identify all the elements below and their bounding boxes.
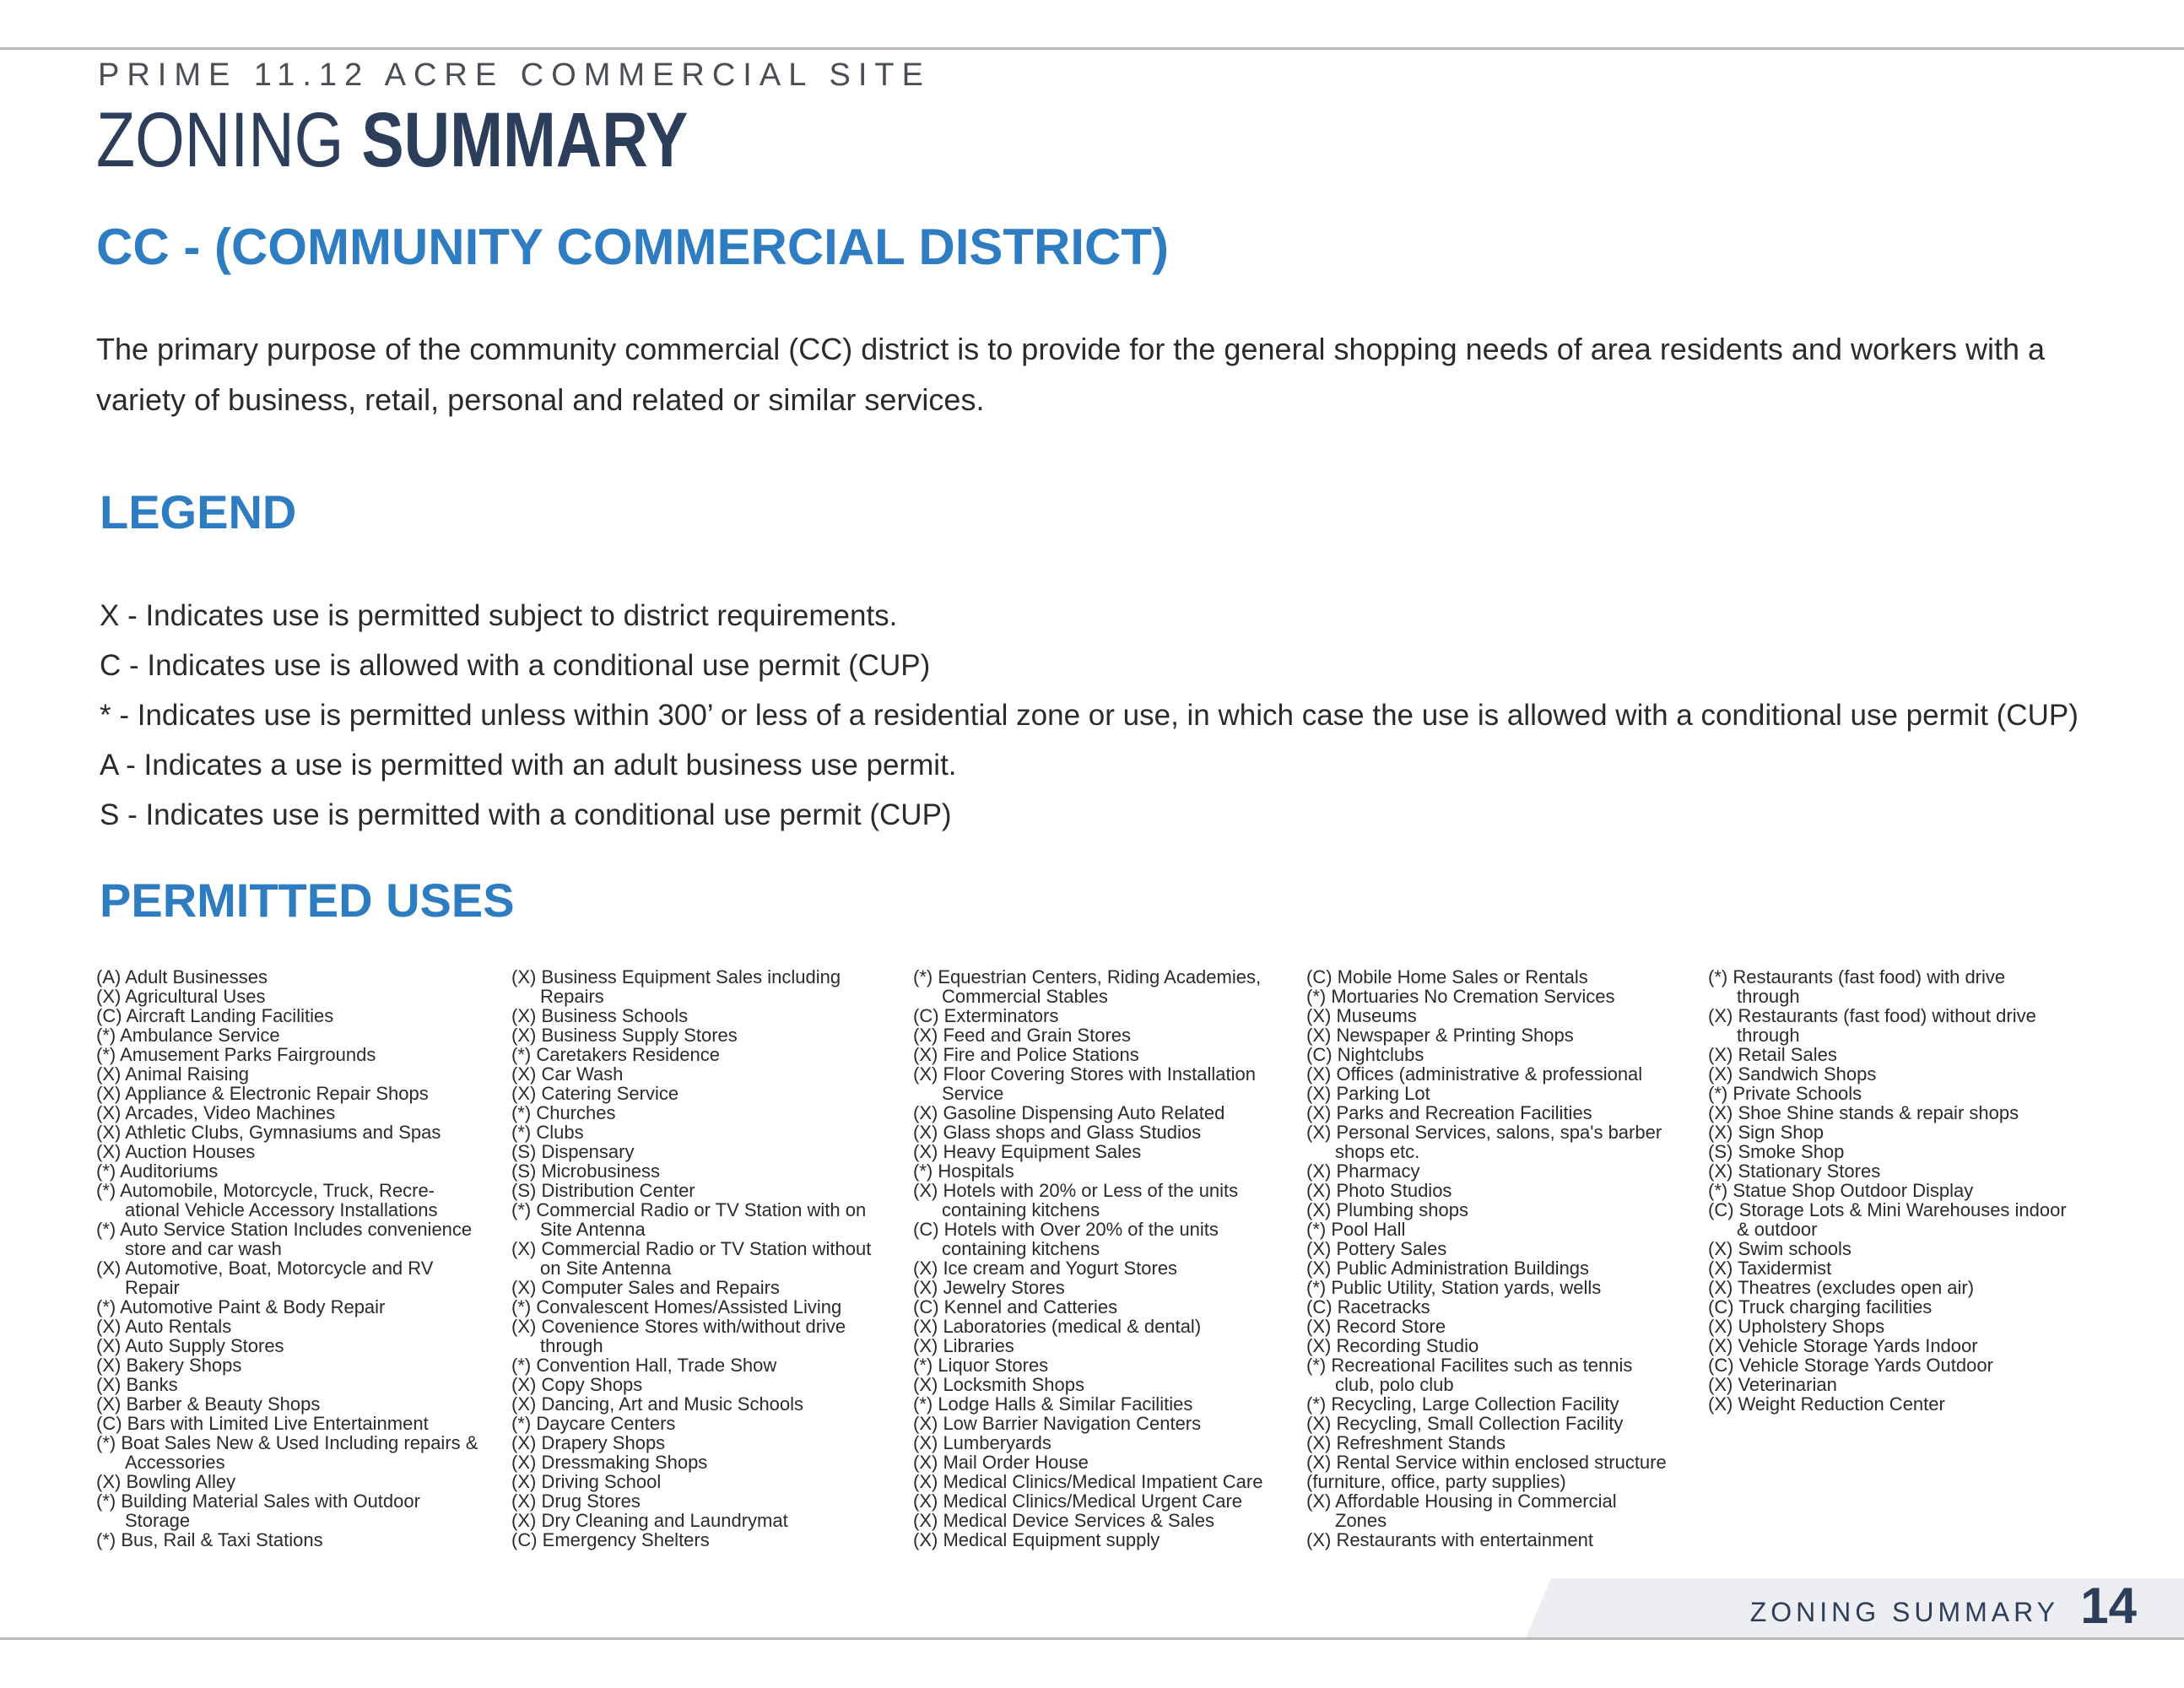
permitted-use-item: (X) Low Barrier Navigation Centers xyxy=(913,1413,1202,1434)
permitted-use-item: shops etc. xyxy=(1335,1141,1420,1162)
permitted-use-item: (X) Newspaper & Printing Shops xyxy=(1306,1025,1574,1046)
permitted-use-item: (*) Liquor Stores xyxy=(913,1355,1049,1376)
permitted-use-item: (X) Plumbing shops xyxy=(1306,1199,1468,1220)
permitted-use-item: (C) Emergency Shelters xyxy=(511,1529,710,1550)
permitted-use-item: Site Antenna xyxy=(540,1219,646,1240)
permitted-use-item: (*) Commercial Radio or TV Station with on xyxy=(511,1199,867,1220)
district-heading: CC - (COMMUNITY COMMERCIAL DISTRICT) xyxy=(96,219,1170,275)
permitted-use-item: (S) Dispensary xyxy=(511,1141,635,1162)
permitted-use-item: (X) Athletic Clubs, Gymnasiums and Spas xyxy=(96,1122,441,1143)
permitted-use-item: (X) Swim schools xyxy=(1708,1238,1852,1259)
permitted-use-item: Repairs xyxy=(540,986,604,1007)
legend-item: C - Indicates use is allowed with a conditional use permit (CUP) xyxy=(100,649,931,682)
permitted-use-item: (*) Amusement Parks Fairgrounds xyxy=(96,1044,376,1065)
permitted-use-item: (X) Business Schools xyxy=(511,1005,689,1026)
permitted-uses-heading: PERMITTED USES xyxy=(100,874,515,927)
permitted-use-item: (X) Dressmaking Shops xyxy=(511,1452,708,1473)
permitted-use-item: (*) Churches xyxy=(511,1102,616,1123)
permitted-use-item: (*) Restaurants (fast food) with drive xyxy=(1708,966,2006,987)
permitted-use-item: (X) Medical Clinics/Medical Urgent Care xyxy=(913,1491,1243,1512)
permitted-use-item: Accessories xyxy=(125,1452,225,1473)
permitted-use-item: (C) Kennel and Catteries xyxy=(913,1296,1118,1317)
permitted-use-item: (A) Adult Businesses xyxy=(96,966,268,987)
permitted-use-item: & outdoor xyxy=(1737,1219,1818,1240)
permitted-use-item: (X) Auction Houses xyxy=(96,1141,256,1162)
page-title-light: ZONING xyxy=(96,97,362,183)
permitted-use-item: (C) Bars with Limited Live Entertainment xyxy=(96,1413,429,1434)
permitted-use-item: (X) Parks and Recreation Facilities xyxy=(1306,1102,1592,1123)
permitted-use-item: (X) Taxidermist xyxy=(1708,1258,1832,1279)
permitted-use-item: (*) Daycare Centers xyxy=(511,1413,676,1434)
permitted-use-item: (furniture, office, party supplies) xyxy=(1306,1471,1566,1492)
permitted-use-item: (C) Truck charging facilities xyxy=(1708,1296,1933,1317)
permitted-use-item: (X) Medical Clinics/Medical Impatient Care xyxy=(913,1471,1263,1492)
permitted-use-item: (X) Veterinarian xyxy=(1708,1374,1837,1395)
permitted-uses-column-3 xyxy=(913,967,1262,1550)
permitted-use-item: (X) Automotive, Boat, Motorcycle and RV xyxy=(96,1258,434,1279)
permitted-use-item: (X) Gasoline Dispensing Auto Related xyxy=(913,1102,1225,1123)
permitted-use-item: (*) Recreational Facilites such as tennis xyxy=(1306,1355,1633,1376)
permitted-use-item: (X) Bakery Shops xyxy=(96,1355,242,1376)
legend-item: X - Indicates use is permitted subject to district requirements. xyxy=(100,599,898,632)
permitted-use-item: (S) Smoke Shop xyxy=(1708,1141,1845,1162)
permitted-use-item: through xyxy=(1737,986,1800,1007)
permitted-use-item: (X) Lumberyards xyxy=(913,1432,1051,1453)
permitted-use-item: (X) Rental Service within enclosed structure xyxy=(1306,1452,1667,1473)
permitted-use-item: (S) Distribution Center xyxy=(511,1180,695,1201)
permitted-use-item: (*) Equestrian Centers, Riding Academies, xyxy=(913,966,1262,987)
permitted-use-item: (X) Medical Device Services & Sales xyxy=(913,1510,1215,1531)
permitted-use-item: (X) Glass shops and Glass Studios xyxy=(913,1122,1202,1143)
permitted-use-item: (*) Bus, Rail & Taxi Stations xyxy=(96,1529,323,1550)
permitted-use-item: (C) Exterminators xyxy=(913,1005,1059,1026)
permitted-use-item: (X) Barber & Beauty Shops xyxy=(96,1393,321,1415)
permitted-uses-column-4 xyxy=(1306,967,1667,1550)
permitted-use-item: (X) Driving School xyxy=(511,1471,662,1492)
permitted-use-item: (*) Automotive Paint & Body Repair xyxy=(96,1296,386,1317)
permitted-use-item: (X) Shoe Shine stands & repair shops xyxy=(1708,1102,2019,1123)
permitted-use-item: (X) Commercial Radio or TV Station without xyxy=(511,1238,872,1259)
permitted-use-item: (C) Vehicle Storage Yards Outdoor xyxy=(1708,1355,1993,1376)
permitted-use-item: (X) Weight Reduction Center xyxy=(1708,1393,1945,1415)
permitted-use-item: (X) Stationary Stores xyxy=(1708,1160,1881,1182)
permitted-use-item: (X) Upholstery Shops xyxy=(1708,1316,1885,1337)
permitted-use-item: (C) Nightclubs xyxy=(1306,1044,1424,1065)
purpose-paragraph: The primary purpose of the community commercial (CC) district is to provide for the general shopping needs of area residents and workers with a variety of business, retail, personal and related or similar services. xyxy=(96,332,2046,417)
legend-list xyxy=(100,591,2079,840)
permitted-use-item: (X) Feed and Grain Stores xyxy=(913,1025,1132,1046)
permitted-uses-column-1 xyxy=(96,967,478,1550)
permitted-use-item: (X) Auto Supply Stores xyxy=(96,1335,284,1356)
legend-item: A - Indicates a use is permitted with an adult business use permit. xyxy=(100,749,957,782)
permitted-use-item: (X) Vehicle Storage Yards Indoor xyxy=(1708,1335,1978,1356)
permitted-use-item: (*) Auto Service Station Includes convenience xyxy=(96,1219,473,1240)
permitted-use-item: (X) Ice cream and Yogurt Stores xyxy=(913,1258,1178,1279)
permitted-use-item: (X) Bowling Alley xyxy=(96,1471,236,1492)
permitted-use-item: (X) Appliance & Electronic Repair Shops xyxy=(96,1083,429,1104)
permitted-use-item: containing kitchens xyxy=(942,1199,1100,1220)
top-divider xyxy=(0,47,2184,50)
permitted-use-item: (X) Auto Rentals xyxy=(96,1316,232,1337)
permitted-use-item: (X) Retail Sales xyxy=(1708,1044,1837,1065)
permitted-use-item: (X) Record Store xyxy=(1306,1316,1446,1337)
permitted-use-item: (X) Heavy Equipment Sales xyxy=(913,1141,1142,1162)
page-number: 14 xyxy=(2080,1577,2137,1634)
permitted-use-item: (*) Pool Hall xyxy=(1306,1219,1406,1240)
permitted-use-item: (X) Public Administration Buildings xyxy=(1306,1258,1590,1279)
permitted-use-item: (X) Pharmacy xyxy=(1306,1160,1420,1182)
permitted-use-item: (X) Recording Studio xyxy=(1306,1335,1479,1356)
permitted-use-item: club, polo club xyxy=(1335,1374,1454,1395)
permitted-use-item: (*) Ambulance Service xyxy=(96,1025,280,1046)
page-eyebrow: PRIME 11.12 ACRE COMMERCIAL SITE xyxy=(98,57,931,93)
permitted-use-item: (*) Auditoriums xyxy=(96,1160,219,1182)
permitted-use-item: through xyxy=(1737,1025,1800,1046)
permitted-use-item: (X) Hotels with 20% or Less of the units xyxy=(913,1180,1239,1201)
permitted-uses-column-2 xyxy=(511,967,871,1550)
permitted-use-item: (C) Racetracks xyxy=(1306,1296,1430,1317)
permitted-use-item: (*) Clubs xyxy=(511,1122,584,1143)
permitted-use-item: (*) Mortuaries No Cremation Services xyxy=(1306,986,1615,1007)
permitted-use-item: (X) Locksmith Shops xyxy=(913,1374,1084,1395)
permitted-use-item: (X) Drug Stores xyxy=(511,1491,641,1512)
permitted-use-item: (*) Hospitals xyxy=(913,1160,1014,1182)
permitted-use-item: (X) Theatres (excludes open air) xyxy=(1708,1277,1975,1298)
permitted-use-item: (S) Microbusiness xyxy=(511,1160,661,1182)
permitted-use-item: (X) Affordable Housing in Commercial xyxy=(1306,1491,1617,1512)
permitted-use-item: (X) Dry Cleaning and Laundrymat xyxy=(511,1510,788,1531)
permitted-use-item: (X) Agricultural Uses xyxy=(96,986,266,1007)
permitted-use-item: (*) Recycling, Large Collection Facility xyxy=(1306,1393,1619,1415)
permitted-use-item: (*) Automobile, Motorcycle, Truck, Recre- xyxy=(96,1180,435,1201)
permitted-use-item: containing kitchens xyxy=(942,1238,1100,1259)
permitted-use-item: (X) Animal Raising xyxy=(96,1063,249,1085)
permitted-use-item: (*) Statue Shop Outdoor Display xyxy=(1708,1180,1974,1201)
legend-item: * - Indicates use is permitted unless within 300’ or less of a residential zone or use, in which case the use is allowed with a conditional use permit (CUP) xyxy=(100,699,2079,732)
permitted-use-item: (X) Restaurants with entertainment xyxy=(1306,1529,1593,1550)
permitted-use-item: (X) Banks xyxy=(96,1374,178,1395)
permitted-use-item: (*) Caretakers Residence xyxy=(511,1044,720,1065)
permitted-use-item: (X) Covenience Stores with/without drive xyxy=(511,1316,846,1337)
permitted-use-item: (X) Parking Lot xyxy=(1306,1083,1430,1104)
permitted-use-item: (X) Floor Covering Stores with Installation xyxy=(913,1063,1256,1085)
bottom-divider xyxy=(0,1637,2184,1640)
permitted-use-item: (X) Personal Services, salons, spa's barber xyxy=(1306,1122,1662,1143)
permitted-use-item: (X) Drapery Shops xyxy=(511,1432,666,1453)
permitted-use-item: Repair xyxy=(125,1277,180,1298)
permitted-use-item: (*) Convalescent Homes/Assisted Living xyxy=(511,1296,842,1317)
permitted-use-item: (X) Museums xyxy=(1306,1005,1417,1026)
permitted-use-item: (*) Private Schools xyxy=(1708,1083,1862,1104)
permitted-use-item: (X) Sign Shop xyxy=(1708,1122,1824,1143)
permitted-use-item: (X) Business Equipment Sales including xyxy=(511,966,841,987)
page-title-bold: SUMMARY xyxy=(361,97,689,183)
permitted-use-item: (X) Dancing, Art and Music Schools xyxy=(511,1393,804,1415)
permitted-use-item: (X) Libraries xyxy=(913,1335,1014,1356)
footer-label: ZONING SUMMARY xyxy=(1749,1597,2059,1627)
permitted-use-item: (X) Recycling, Small Collection Facility xyxy=(1306,1413,1624,1434)
permitted-use-item: (C) Aircraft Landing Facilities xyxy=(96,1005,334,1026)
permitted-use-item: ational Vehicle Accessory Installations xyxy=(125,1199,438,1220)
permitted-use-item: (X) Business Supply Stores xyxy=(511,1025,738,1046)
permitted-use-item: through xyxy=(540,1335,603,1356)
permitted-use-item: (*) Lodge Halls & Similar Facilities xyxy=(913,1393,1193,1415)
permitted-use-item: (X) Computer Sales and Repairs xyxy=(511,1277,780,1298)
permitted-use-item: (*) Boat Sales New & Used Including repairs & xyxy=(96,1432,478,1453)
permitted-use-item: (X) Copy Shops xyxy=(511,1374,643,1395)
permitted-use-item: (X) Refreshment Stands xyxy=(1306,1432,1506,1453)
legend-heading: LEGEND xyxy=(100,485,297,538)
permitted-use-item: (*) Building Material Sales with Outdoor xyxy=(96,1491,420,1512)
permitted-use-item: Commercial Stables xyxy=(942,986,1108,1007)
permitted-use-item: (C) Mobile Home Sales or Rentals xyxy=(1306,966,1588,987)
legend-item: S - Indicates use is permitted with a conditional use permit (CUP) xyxy=(100,798,952,831)
permitted-use-item: (*) Convention Hall, Trade Show xyxy=(511,1355,777,1376)
permitted-use-item: (X) Sandwich Shops xyxy=(1708,1063,1877,1085)
permitted-use-item: Storage xyxy=(125,1510,191,1531)
permitted-use-item: (X) Catering Service xyxy=(511,1083,679,1104)
permitted-use-item: (*) Public Utility, Station yards, wells xyxy=(1306,1277,1602,1298)
permitted-use-item: (X) Mail Order House xyxy=(913,1452,1089,1473)
permitted-use-item: (X) Jewelry Stores xyxy=(913,1277,1065,1298)
permitted-uses-column-5 xyxy=(1708,967,2067,1414)
permitted-use-item: (X) Medical Equipment supply xyxy=(913,1529,1160,1550)
permitted-use-item: (X) Offices (administrative & professional xyxy=(1306,1063,1643,1085)
permitted-use-item: (C) Hotels with Over 20% of the units xyxy=(913,1219,1219,1240)
permitted-use-item: on Site Antenna xyxy=(540,1258,672,1279)
permitted-use-item: (X) Restaurants (fast food) without drive xyxy=(1708,1005,2036,1026)
page-title xyxy=(96,98,688,182)
permitted-use-item: Zones xyxy=(1335,1510,1387,1531)
permitted-use-item: (C) Storage Lots & Mini Warehouses indoor xyxy=(1708,1199,2067,1220)
permitted-use-item: (X) Arcades, Video Machines xyxy=(96,1102,336,1123)
permitted-use-item: Service xyxy=(942,1083,1004,1104)
permitted-use-item: (X) Fire and Police Stations xyxy=(913,1044,1139,1065)
permitted-use-item: (X) Laboratories (medical & dental) xyxy=(913,1316,1202,1337)
permitted-use-item: (X) Photo Studios xyxy=(1306,1180,1452,1201)
permitted-use-item: (X) Car Wash xyxy=(511,1063,624,1085)
permitted-use-item: store and car wash xyxy=(125,1238,282,1259)
permitted-use-item: (X) Pottery Sales xyxy=(1306,1238,1447,1259)
